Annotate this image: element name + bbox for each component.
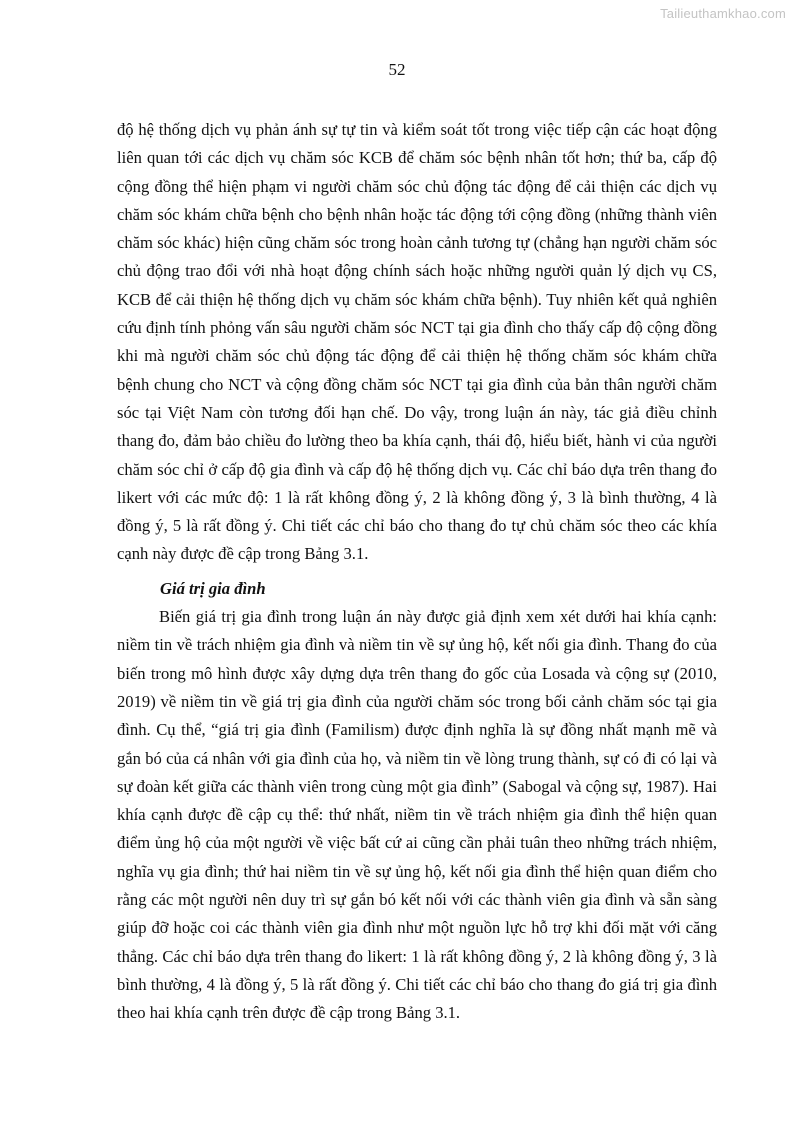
paragraph-family-values: Biến giá trị gia đình trong luận án này được giả định xem xét dưới hai khía cạnh: niềm tin về trách nhiệm gia đình và niềm tin về sự ủng hộ, kết nối gia đình. Thang đo của biến trong mô hình được xây dựng dựa trên thang đo gốc của Losada và cộng sự (2010, 2019) về niềm tin về giá trị gia đình của người chăm sóc trong bối cảnh chăm sóc tại gia đình. Cụ thể, “giá trị gia đình (Familism) được định nghĩa là sự đồng nhất mạnh mẽ và gắn bó của cá nhân với gia đình của họ, và niềm tin về lòng trung thành, sự có đi có lại và sự đoàn kết giữa các thành viên trong cùng một gia đình” (Sabogal và cộng sự, 1987). Hai khía cạnh được đề cập cụ thể: thứ nhất, niềm tin về trách nhiệm gia đình thể hiện quan điểm ủng hộ của một người về việc bất cứ ai cũng cần phải tuân theo những trách nhiệm, nghĩa vụ gia đình; thứ hai niềm tin về sự ủng hộ, kết nối gia đình thể hiện quan điểm cho rằng các một người nên duy trì sự gắn bó kết nối với các thành viên gia đình và sẵn sàng giúp đỡ hoặc coi các thành viên gia đình như một nguồn lực hỗ trợ khi đối mặt với căng thẳng. Các chỉ báo dựa trên thang đo likert: 1 là rất không đồng ý, 2 là không đồng ý, 3 là bình thường, 4 là đồng ý, 5 là rất đồng ý. Chi tiết các chỉ báo cho thang đo giá trị gia đình theo hai khía cạnh trên được đề cập trong Bảng 3.1. — [117, 607, 717, 1023]
section-heading-family-values: Giá trị gia đình — [160, 578, 266, 598]
page-number: 52 — [388, 60, 406, 79]
paragraph-autonomy-scale: độ hệ thống dịch vụ phản ánh sự tự tin và kiểm soát tốt trong việc tiếp cận các hoạt động liên quan tới các dịch vụ chăm sóc KCB để chăm sóc bệnh nhân tốt hơn; thứ ba, cấp độ cộng đồng thể hiện phạm vi người chăm sóc chủ động tác động để cải thiện các dịch vụ chăm sóc khám chữa bệnh cho bệnh nhân hoặc tác động tới cộng đồng (những thành viên chăm sóc khác) hiện cũng chăm sóc trong hoàn cảnh tương tự (chẳng hạn người chăm sóc chủ động trao đổi với nhà hoạt động chính sách hoặc những người quản lý dịch vụ CS, KCB để cải thiện hệ thống dịch vụ chăm sóc khám chữa bệnh). Tuy nhiên kết quả nghiên cứu định tính phỏng vấn sâu người chăm sóc NCT tại gia đình cho thấy cấp độ cộng đồng khi mà người chăm sóc chủ động tác động để cải thiện hệ thống chăm sóc khám chữa bệnh chung cho NCT và cộng đồng chăm sóc NCT tại gia đình của bản thân người chăm sóc tại Việt Nam còn tương đối hạn chế. Do vậy, trong luận án này, tác giả điều chỉnh thang đo, đảm bảo chiều đo lường theo ba khía cạnh, thái độ, hiểu biết, hành vi của người chăm sóc chỉ ở cấp độ gia đình và cấp độ hệ thống dịch vụ. Các chỉ báo dựa trên thang đo likert với các mức độ: 1 là rất không đồng ý, 2 là không đồng ý, 3 là bình thường, 4 là đồng ý, 5 là rất đồng ý. Chi tiết các chỉ báo cho thang đo tự chủ chăm sóc theo các khía cạnh này được đề cập trong Bảng 3.1. — [117, 120, 717, 564]
document-body — [117, 116, 717, 1028]
watermark: Tailieuthamkhao.com — [660, 6, 786, 21]
